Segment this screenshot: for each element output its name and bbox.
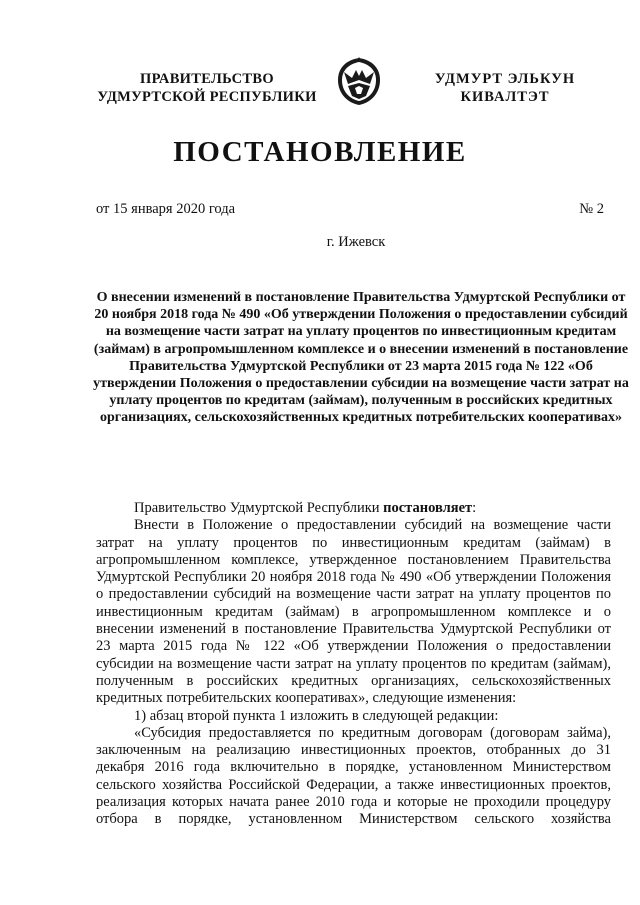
document-type: ПОСТАНОВЛЕНИЕ bbox=[173, 136, 467, 168]
intro-suffix: : bbox=[472, 500, 477, 516]
document-body bbox=[96, 500, 611, 829]
intro-verb: постановляет bbox=[383, 500, 473, 516]
issuer-udmurt-line2: КИВАЛТЭТ bbox=[460, 89, 550, 105]
issuer-russian-line2: УДМУРТСКОЙ РЕСПУБЛИКИ bbox=[97, 89, 317, 105]
issuer-udmurt-line1: УДМУРТ ЭЛЬКУН bbox=[434, 71, 576, 87]
document-title: О внесении изменений в постановление Правительства Удмуртской Республики от 20 ноября 2018 года № 490 «Об утверждении Положения о предоставлении субсидий на возмещение части затрат на уплату процентов по инвестиционным кредитам (займам) в агропромышленном комплексе и о внесении изменений в постановление Правительства Удмуртской Республики от 23 марта 2015 года № 122 «Об утверждении Положения о предоставлении субсидии на возмещение части затрат на уплату процентов по кредитам (займам), полученным в российских кредитных организациях, сельскохозяйственных кредитных потребительских кооперативах» bbox=[93, 290, 629, 426]
issuer-russian bbox=[88, 70, 326, 106]
issuer-udmurt bbox=[410, 70, 600, 106]
document-date: от 15 января 2020 года bbox=[96, 201, 236, 217]
udmurt-coat-of-arms-icon bbox=[336, 56, 382, 106]
body-paragraph-intro bbox=[96, 500, 611, 517]
body-paragraph-amend: Внести в Положение о предоставлении субсидий на возмещение части затрат на уплату процентов по инвестиционным кредитам (займам) в агропромышленном комплексе, утвержденное постановлением Правительства Удмуртской Республики 20 ноября 2018 года № 490 «Об утверждении Положения о предоставлении субсидий на возмещение части затрат на уплату процентов по инвестиционным кредитам (займам) в агропромышленном комплексе и о внесении изменений в постановление Правительства Удмуртской Республики от 23 марта 2015 года № 122 «Об утверждении Положения о предоставлении субсидии на возмещение части затрат на уплату процентов по кредитам (займам), полученным в российских кредитных организациях, сельскохозяйственных кредитных потребительских кооперативах», следующие изменения: bbox=[96, 517, 611, 707]
document-number: № 2 bbox=[579, 201, 604, 217]
issuer-russian-line1: ПРАВИТЕЛЬСТВО bbox=[140, 71, 274, 87]
document-city: г. Ижевск bbox=[326, 234, 386, 250]
intro-prefix: Правительство Удмуртской Республики bbox=[134, 500, 384, 516]
body-paragraph-quote: «Субсидия предоставляется по кредитным договорам (договорам займа), заключенным на реализацию инвестиционных проектов, отобранных до 31 декабря 2016 года включительно в порядке, установленном Министерством сельского хозяйства Российской Федерации, а также инвестиционных проектов, реализация которых начата ранее 2010 года и которые не проходили процедуру отбора в порядке, установленном Министерством сельского хозяйства bbox=[96, 724, 611, 828]
body-paragraph-item1: 1) абзац второй пункта 1 изложить в следующей редакции: bbox=[134, 707, 499, 724]
